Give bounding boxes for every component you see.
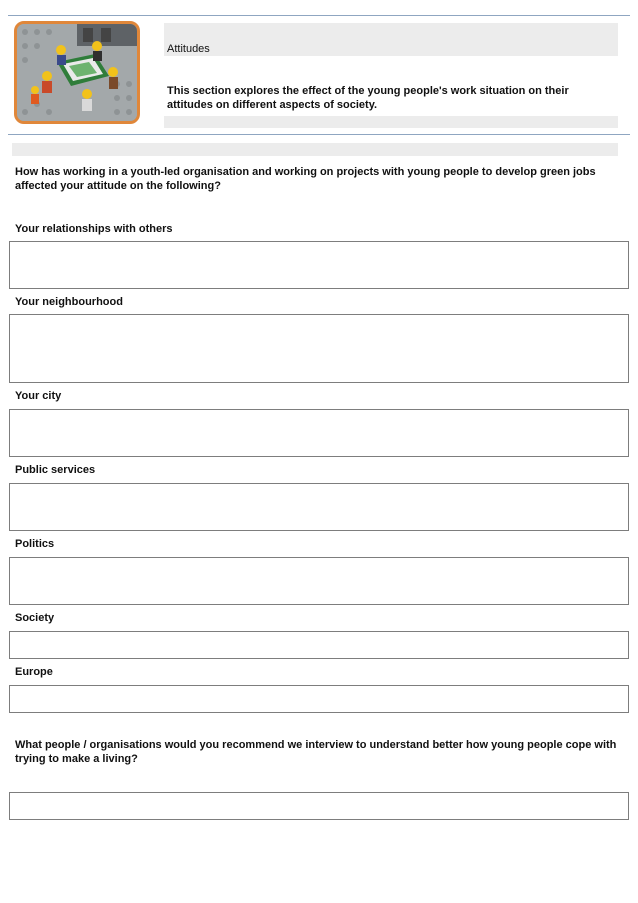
field-label-europe: Europe: [15, 666, 53, 678]
field-label-society: Society: [15, 612, 55, 624]
field-label-neighbourhood: Your neighbourhood: [15, 296, 123, 308]
lego-figures-around-table-icon: [14, 21, 140, 124]
neighbourhood-answer-box[interactable]: [9, 314, 629, 383]
city-answer-box[interactable]: [9, 409, 629, 457]
main-question: How has working in a youth-led organisation and working on projects with young people to develop green jobs affected your attitude on the following?: [15, 166, 596, 192]
field-label-relationships: Your relationships with others: [15, 223, 173, 235]
form-shade: [12, 143, 618, 156]
header-shade-bottom: [164, 116, 618, 128]
field-label-public-services: Public services: [15, 464, 96, 476]
europe-answer-box[interactable]: [9, 685, 629, 713]
public-services-answer-box[interactable]: [9, 483, 629, 531]
field-label-politics: Politics: [15, 538, 55, 550]
society-answer-box[interactable]: [9, 631, 629, 659]
final-question: What people / organisations would you recommend we interview to understand better how young people cope with trying to make a living?: [15, 739, 617, 765]
section-intro: This section explores the effect of the young people's work situation on their attitudes on different aspects of society.: [167, 85, 569, 111]
relationships-answer-box[interactable]: [9, 241, 629, 289]
section-rule: [8, 134, 630, 135]
politics-answer-box[interactable]: [9, 557, 629, 605]
field-label-city: Your city: [15, 390, 62, 402]
recommend-interview-answer-box[interactable]: [9, 792, 629, 820]
top-rule: [8, 15, 630, 16]
section-title: Attitudes: [167, 43, 210, 55]
header-shade-top: [164, 23, 618, 56]
